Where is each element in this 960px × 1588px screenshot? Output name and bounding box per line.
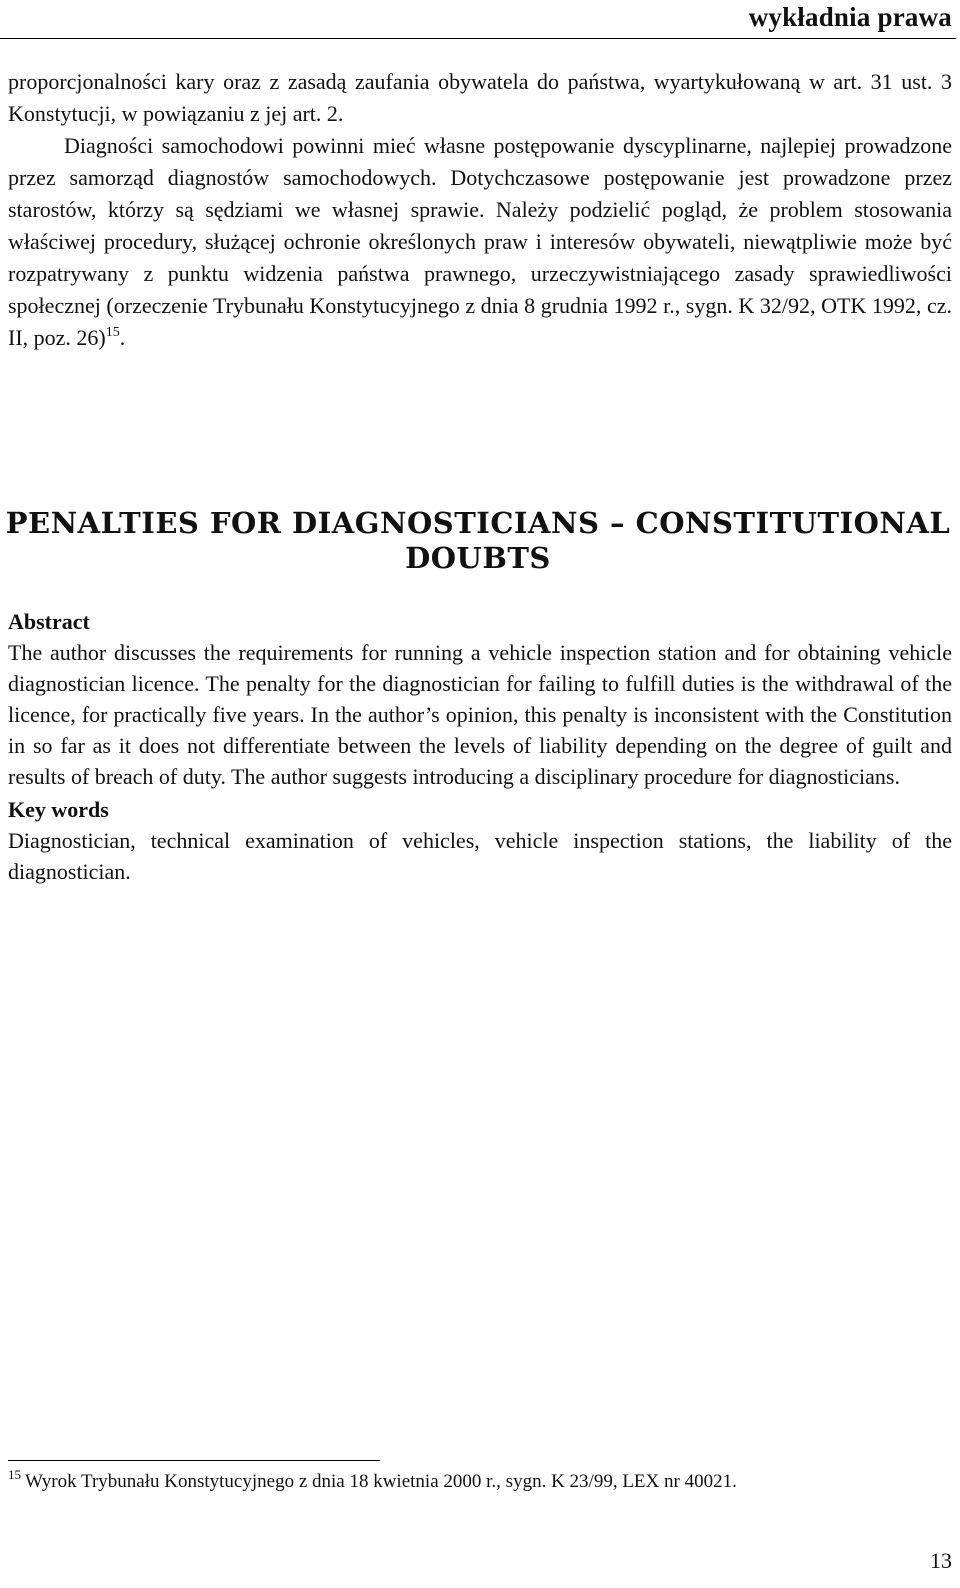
footnote-rule bbox=[8, 1460, 380, 1461]
abstract-heading: Abstract bbox=[8, 609, 90, 634]
page-number: 13 bbox=[930, 1548, 952, 1573]
abstract-text: The author discusses the requirements for running a vehicle inspection station and for obtaining vehicle diagnostician licence. The penalty for the diagnostician for failing to fulfill duties is the withdrawal of the licence, for practically five years. In the author’s opinion, this penalty is inconsistent with the Constitution in so far as it does not differentiate between the levels of liability depending on the degree of guilt and results of breach of duty. The author suggests introducing a disciplinary procedure for diagnosticians. bbox=[8, 640, 952, 789]
footnote-text: Wyrok Trybunału Konstytucyjnego z dnia 18 kwietnia 2000 r., sygn. K 23/99, LEX nr 40021. bbox=[25, 1471, 737, 1492]
paragraph-2-end: . bbox=[119, 325, 126, 350]
footnote-number: 15 bbox=[8, 1467, 21, 1482]
footnote-reference[interactable]: 15 bbox=[105, 325, 120, 340]
abstract-block bbox=[8, 606, 952, 887]
keywords-text: Diagnostician, technical examination of vehicles, vehicle inspection stations, the liability of the diagnostician. bbox=[8, 828, 952, 884]
paragraph-2 bbox=[8, 130, 952, 354]
paragraph-1: proporcjonalności kary oraz z zasadą zaufania obywatela do państwa, wyartykułowaną w art. 31 ust. 3 Konstytucji, w powiązaniu z jej art. 2. bbox=[8, 69, 952, 126]
article-title-line-1: PENALTIES FOR DIAGNOSTICIANS – CONSTITUTIONAL bbox=[5, 506, 951, 540]
running-head: wykładnia prawa bbox=[748, 2, 952, 32]
article-title-line-2: DOUBTS bbox=[405, 541, 551, 575]
keywords-heading: Key words bbox=[8, 797, 109, 822]
footnote bbox=[8, 1467, 952, 1494]
paragraph-2-text: Diagności samochodowi powinni mieć własne postępowanie dyscyplinarne, najlepiej prowadzone przez samorząd diagnostów samochodowych. Dotychczasowe postępowanie jest prowadzone przez starostów, którzy są sędziami we własnej sprawie. Należy podzielić pogląd, że problem stosowania właściwej procedury, służącej ochronie określonych praw i interesów obywateli, niewątpliwie może być rozpatrywany z punktu widzenia państwa prawnego, urzeczywistniającego zasady sprawiedliwości społecznej (orzeczenie Trybunału Konstytucyjnego z dnia 8 grudnia 1992 r., sygn. K 32/92, OTK 1992, cz. II, poz. 26) bbox=[8, 133, 952, 350]
body-text bbox=[8, 66, 952, 354]
header-rule bbox=[0, 38, 956, 39]
article-title bbox=[0, 506, 956, 576]
